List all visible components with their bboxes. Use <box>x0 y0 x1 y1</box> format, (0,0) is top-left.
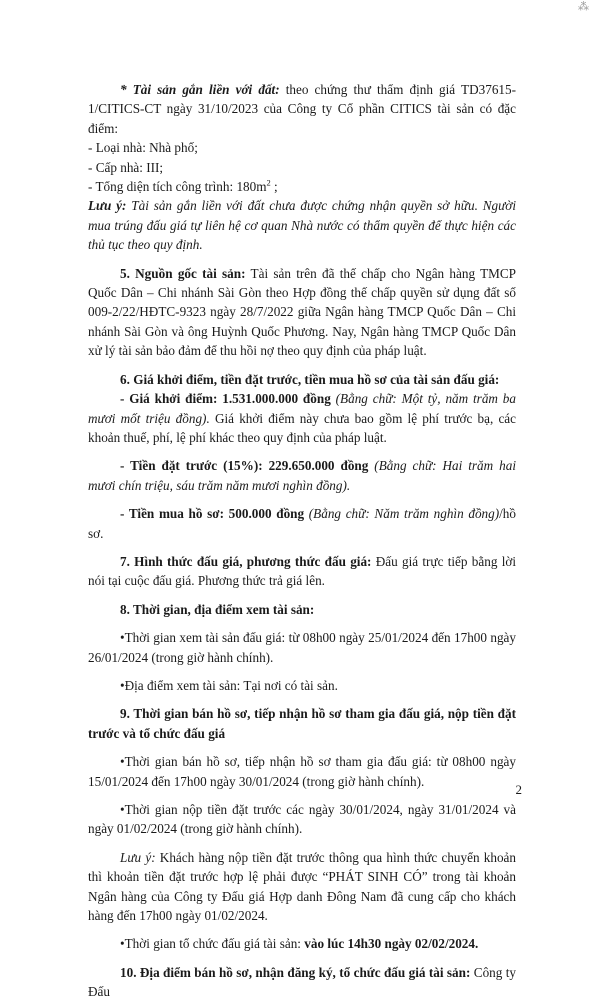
staple-mark-icon: ⁂ <box>578 1 589 13</box>
starting-price-note: Giá khởi điểm này chưa bao gồm lệ phí trước bạ, các khoản thuế, phí, lệ phí khác theo quy định của pháp luật. <box>88 410 517 445</box>
section-10-location <box>88 963 516 1002</box>
section-10-heading: 10. Địa điểm bán hồ sơ, nhận đăng ký, tổ chức đấu giá tài sản: <box>120 964 471 980</box>
dossier-sale-time-text: •Thời gian bán hồ sơ, tiếp nhận hồ sơ tham gia đấu giá: từ 08h00 ngày 15/01/2024 đến 17h00 ngày 30/01/2024 (trong giờ hành chính). <box>88 754 516 789</box>
dossier-fee-tail: /hồ sơ. <box>88 506 516 541</box>
dossier-fee-paragraph <box>88 504 516 543</box>
section-9-heading <box>88 704 516 743</box>
page-number: 2 <box>515 782 522 797</box>
note-label: Lưu ý: <box>88 198 127 214</box>
starting-price-value: - Giá khởi điểm: 1.531.000.000 đồng <box>120 391 331 407</box>
starting-price-paragraph <box>88 389 516 447</box>
deposit-value: - Tiền đặt trước (15%): 229.650.000 đồng <box>120 458 369 474</box>
auction-time-label: •Thời gian tổ chức đấu giá tài sản: <box>120 936 301 952</box>
auction-time-item <box>88 934 516 953</box>
viewing-time-text: •Thời gian xem tài sản đấu giá: từ 08h00 ngày 25/01/2024 đến 17h00 ngày 26/01/2024 (trong giờ hành chính). <box>88 630 516 665</box>
floor-area-line <box>88 177 516 196</box>
section-6-heading-text: 6. Giá khởi điểm, tiền đặt trước, tiền mua hồ sơ của tài sản đấu giá: <box>120 371 500 387</box>
starting-price-words: (Bằng chữ: Một tỷ, năm trăm ba mươi mốt triệu đồng). <box>88 391 516 426</box>
house-grade-text: - Cấp nhà: III; <box>88 159 164 175</box>
dossier-fee-value: - Tiền mua hồ sơ: 500.000 đồng <box>120 506 305 522</box>
section-7-text: Đấu giá trực tiếp bằng lời nói tại cuộc đấu giá. Phương thức trả giá lên. <box>88 553 516 589</box>
deposit-time-item <box>88 800 516 839</box>
deposit-time-text: •Thời gian nộp tiền đặt trước các ngày 30/01/2024, ngày 31/01/2024 và ngày 01/02/2024 (trong giờ hành chính). <box>88 802 516 837</box>
section-7-heading: 7. Hình thức đấu giá, phương thức đấu giá: <box>120 553 372 569</box>
section-5-heading: 5. Nguồn gốc tài sản: <box>120 265 246 281</box>
attached-asset-paragraph <box>88 80 516 138</box>
section-8-heading-text: 8. Thời gian, địa điểm xem tài sản: <box>120 601 315 617</box>
deposit-words: (Bằng chữ: Hai trăm hai mươi chín triệu, sáu trăm năm mươi nghìn đồng). <box>88 458 516 493</box>
dossier-fee-words: (Bằng chữ: Năm trăm nghìn đồng) <box>304 506 500 522</box>
floor-area-text: - Tổng diện tích công trình: 180m <box>88 179 267 195</box>
viewing-time-item <box>88 628 516 667</box>
note-paragraph-2 <box>88 848 516 926</box>
note-paragraph-1 <box>88 196 516 254</box>
house-type-text: - Loại nhà: Nhà phố; <box>88 140 198 156</box>
attached-asset-text: theo chứng thư thẩm định giá TD37615-1/CITICS-CT ngày 31/10/2023 của Công ty Cổ phần CITICS tài sản có đặc điểm: <box>88 82 516 136</box>
floor-area-superscript: 2 <box>266 177 271 188</box>
section-9-heading-text: 9. Thời gian bán hồ sơ, tiếp nhận hồ sơ tham gia đấu giá, nộp tiền đặt trước và tổ chức đấu giá <box>88 706 516 741</box>
document-body <box>88 80 516 1002</box>
note-2-label: Lưu ý: <box>120 849 156 865</box>
note-text: Tài sản gắn liền với đất chưa được chứng nhận quyền sở hữu. Người mua trúng đấu giá tự liên hệ cơ quan Nhà nước có thẩm quyền để thực hiện các thủ tục theo quy định. <box>88 198 517 253</box>
house-grade-line <box>88 158 516 177</box>
section-8-heading <box>88 600 516 619</box>
house-type-line <box>88 138 516 157</box>
section-5-origin <box>88 264 516 361</box>
dossier-sale-time-item <box>88 752 516 791</box>
deposit-paragraph <box>88 456 516 495</box>
section-7-method <box>88 552 516 591</box>
floor-area-tail: ; <box>270 179 278 195</box>
section-5-text: Tài sản trên đã thế chấp cho Ngân hàng TMCP Quốc Dân – Chi nhánh Sài Gòn theo Hợp đồng thế chấp quyền sử dụng đất số 009-2/22/HĐTC-9323 ngày 28/7/2022 giữa Ngân hàng TMCP Quốc Dân – Chi nhánh Sài Gòn và ông Huỳnh Quốc Phương. Nay, Ngân hàng TMCP Quốc Dân xử lý tài sản bảo đảm để thu hồi nợ theo quy định của pháp luật. <box>88 265 516 359</box>
viewing-place-item <box>88 676 516 695</box>
note-2-text: Khách hàng nộp tiền đặt trước thông qua hình thức chuyển khoản thì khoản tiền đặt trước hợp lệ phải được “PHÁT SINH CÓ” trong tài khoản Ngân hàng của Công ty Đấu giá Hợp danh Đông Nam đã cung cấp cho khách hàng đến 17h00 ngày 01/02/2024. <box>88 849 517 924</box>
section-6-heading <box>88 370 516 389</box>
auction-time-value: vào lúc 14h30 ngày 02/02/2024. <box>300 936 479 952</box>
section-10-text: Công ty Đấu <box>88 964 516 1000</box>
viewing-place-text: •Địa điểm xem tài sản: Tại nơi có tài sản. <box>120 677 338 693</box>
attached-asset-heading: * Tài sản gắn liền với đất: <box>120 82 280 97</box>
